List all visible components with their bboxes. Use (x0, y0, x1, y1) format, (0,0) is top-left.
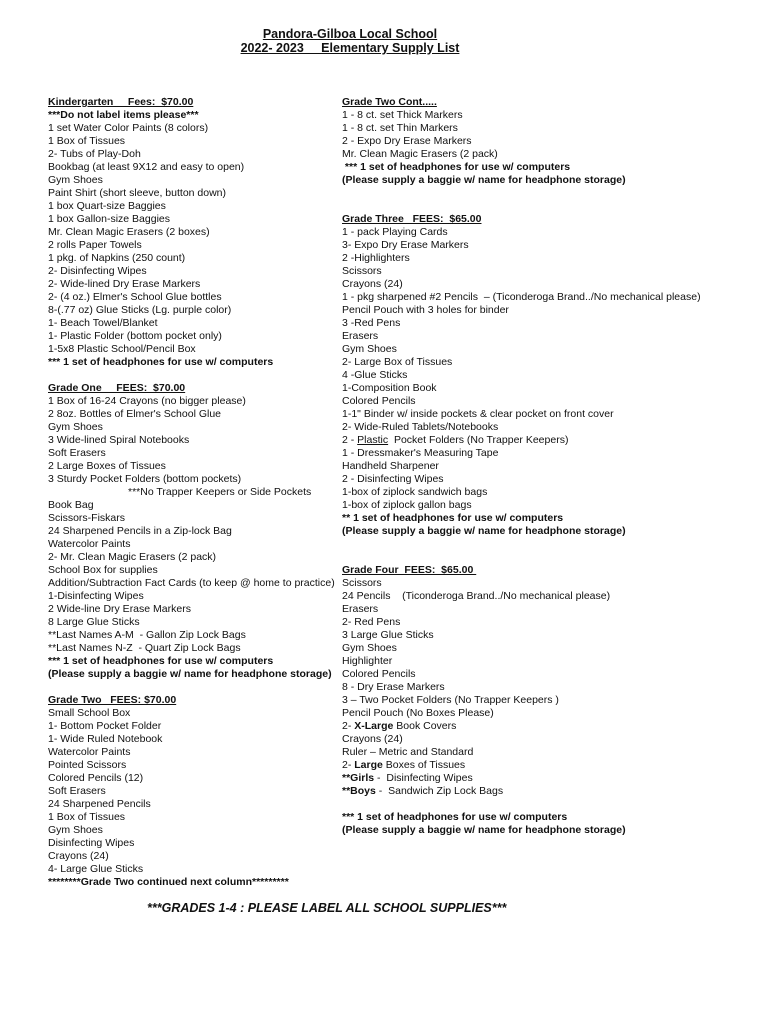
xlarge-bold: X-Large (354, 720, 394, 732)
list-item: 1- Wide Ruled Notebook (48, 733, 163, 745)
list-item: 1 pkg. of Napkins (250 count) (48, 252, 186, 264)
list-item: 2- (4 oz.) Elmer's School Glue bottles (48, 291, 222, 303)
grade-four-boys (342, 785, 742, 798)
list-item: 8-(.77 oz) Glue Sticks (Lg. purple color) (48, 304, 232, 316)
document-header (0, 27, 700, 55)
list-item: Erasers (342, 330, 379, 342)
footer-note: ***GRADES 1-4 : PLEASE LABEL ALL SCHOOL SUPPLIES*** (147, 901, 507, 915)
kindergarten-headphones: *** 1 set of headphones for use w/ computers (48, 356, 274, 368)
list-item: 1 - Dressmaker's Measuring Tape (342, 447, 499, 459)
list-item: Soft Erasers (48, 447, 106, 459)
list-item: 1 Box of Tissues (48, 135, 126, 147)
list-item: Gym Shoes (342, 642, 397, 654)
list-item: Crayons (24) (342, 278, 403, 290)
list-item: Ruler – Metric and Standard (342, 746, 474, 758)
list-item: 3- Expo Dry Erase Markers (342, 239, 469, 251)
list-item: 1 box Quart-size Baggies (48, 200, 166, 212)
grade-four-tissues (342, 759, 742, 772)
grade-three-list (342, 226, 742, 434)
list-item: 3 Sturdy Pocket Folders (bottom pockets) (48, 473, 242, 485)
list-item: 1 box Gallon-size Baggies (48, 213, 170, 225)
list-item: 2- Tubs of Play-Doh (48, 148, 141, 160)
large-suffix: Boxes of Tissues (382, 759, 466, 771)
kindergarten-list (48, 122, 338, 356)
list-item: 1- Beach Towel/Blanket (48, 317, 158, 329)
grade-two-cont-baggie-note: (Please supply a baggie w/ name for headphone storage) (342, 174, 626, 186)
xlarge-prefix: 2- (342, 720, 355, 732)
list-item: 24 Sharpened Pencils in a Zip-lock Bag (48, 525, 232, 537)
list-item: Bookbag (at least 9X12 and easy to open) (48, 161, 245, 173)
grade-one-trapper-note: ***No Trapper Keepers or Side Pockets (128, 486, 312, 498)
list-item: 1-box of ziplock gallon bags (342, 499, 472, 511)
boys-suffix: - Sandwich Zip Lock Bags (375, 785, 504, 797)
list-item: 1 - pkg sharpened #2 Pencils – (Ticonderoga Brand../No mechanical please) (342, 291, 701, 303)
list-item: Pointed Scissors (48, 759, 127, 771)
list-item: Scissors-Fiskars (48, 512, 126, 524)
list-item: 8 - Dry Erase Markers (342, 681, 445, 693)
list-item: School Box for supplies (48, 564, 158, 576)
grade-two-cont-list (342, 109, 742, 161)
list-title: 2022- 2023 Elementary Supply List (240, 41, 460, 55)
girls-bold: **Girls (342, 772, 375, 784)
plastic-word: Plastic (357, 434, 389, 446)
list-item: 1- Bottom Pocket Folder (48, 720, 162, 732)
list-item: **Last Names N-Z - Quart Zip Lock Bags (48, 642, 241, 654)
xlarge-suffix: Book Covers (393, 720, 457, 732)
grade-four-heading: Grade Four FEES: $65.00 (342, 564, 477, 576)
grade-two-continued-note: ********Grade Two continued next column********* (48, 876, 289, 888)
left-column (48, 96, 338, 889)
list-item: Paint Shirt (short sleeve, button down) (48, 187, 227, 199)
girls-suffix: - Disinfecting Wipes (374, 772, 473, 784)
list-item: 4 -Glue Sticks (342, 369, 408, 381)
list-item: 2- Wide-Ruled Tablets/Notebooks (342, 421, 499, 433)
list-item: Watercolor Paints (48, 746, 131, 758)
list-item: 24 Sharpened Pencils (48, 798, 151, 810)
list-item: 2- Mr. Clean Magic Erasers (2 pack) (48, 551, 217, 563)
list-item: Handheld Sharpener (342, 460, 439, 472)
list-item: Colored Pencils (342, 668, 416, 680)
grade-four-book-covers (342, 720, 742, 733)
list-item: 3 Large Glue Sticks (342, 629, 434, 641)
list-item: Highlighter (342, 655, 393, 667)
grade-one-baggie-note: (Please supply a baggie w/ name for headphone storage) (48, 668, 332, 680)
list-item: 4- Large Glue Sticks (48, 863, 144, 875)
list-item: 1 - pack Playing Cards (342, 226, 448, 238)
list-item: 1 - 8 ct. set Thin Markers (342, 122, 458, 134)
list-item: 1-Composition Book (342, 382, 437, 394)
list-item: 2- Disinfecting Wipes (48, 265, 147, 277)
kindergarten-note: ***Do not label items please*** (48, 109, 199, 121)
list-item: Pencil Pouch (No Boxes Please) (342, 707, 494, 719)
grade-one-list (48, 395, 338, 486)
large-bold: Large (354, 759, 383, 771)
list-item: Disinfecting Wipes (48, 837, 135, 849)
grade-four-headphones: *** 1 set of headphones for use w/ computers (342, 811, 568, 823)
list-item: 2 - Expo Dry Erase Markers (342, 135, 472, 147)
large-prefix: 2- (342, 759, 355, 771)
list-item: Gym Shoes (48, 174, 103, 186)
list-item: Crayons (24) (342, 733, 403, 745)
grade-four-baggie-note: (Please supply a baggie w/ name for headphone storage) (342, 824, 626, 836)
list-item: 3 – Two Pocket Folders (No Trapper Keepers ) (342, 694, 559, 706)
list-item: Mr. Clean Magic Erasers (2 boxes) (48, 226, 210, 238)
list-item: 8 Large Glue Sticks (48, 616, 140, 628)
grade-three-plastic-folders (342, 434, 742, 447)
grade-two-list (48, 707, 338, 876)
list-item: Gym Shoes (342, 343, 397, 355)
list-item: 2 rolls Paper Towels (48, 239, 142, 251)
list-item: 1 set Water Color Paints (8 colors) (48, 122, 209, 134)
list-item: Mr. Clean Magic Erasers (2 pack) (342, 148, 498, 160)
list-item: 1 Box of 16-24 Crayons (no bigger please) (48, 395, 246, 407)
grade-one-heading: Grade One FEES: $70.00 (48, 382, 186, 394)
grade-four-list-2 (342, 733, 742, 759)
grade-three-headphones: ** 1 set of headphones for use w/ computers (342, 512, 564, 524)
list-item: 2- Red Pens (342, 616, 401, 628)
list-item: 2 -Highlighters (342, 252, 410, 264)
list-item: Gym Shoes (48, 421, 103, 433)
plastic-suffix: Pocket Folders (No Trapper Keepers) (388, 434, 569, 446)
list-item: Watercolor Paints (48, 538, 131, 550)
list-item: Gym Shoes (48, 824, 103, 836)
kindergarten-heading: Kindergarten Fees: $70.00 (48, 96, 194, 108)
list-item: 24 Pencils (Ticonderoga Brand../No mechanical please) (342, 590, 611, 602)
boys-bold: **Boys (342, 785, 376, 797)
list-item: Small School Box (48, 707, 131, 719)
list-item: Colored Pencils (12) (48, 772, 144, 784)
right-column (342, 96, 742, 837)
grade-three-heading: Grade Three FEES: $65.00 (342, 213, 482, 225)
list-item: 2- Wide-lined Dry Erase Markers (48, 278, 201, 290)
list-item: 2 - Disinfecting Wipes (342, 473, 444, 485)
list-item: Crayons (24) (48, 850, 109, 862)
list-item: 1-1" Binder w/ inside pockets & clear pocket on front cover (342, 408, 614, 420)
list-item: 1-5x8 Plastic School/Pencil Box (48, 343, 196, 355)
list-item: Erasers (342, 603, 379, 615)
plastic-prefix: 2 - (342, 434, 358, 446)
list-item: Addition/Subtraction Fact Cards (to keep @ home to practice) (48, 577, 335, 589)
list-item: 2 8oz. Bottles of Elmer's School Glue (48, 408, 222, 420)
grade-two-cont-headphones: *** 1 set of headphones for use w/ computers (342, 161, 571, 173)
grade-one-headphones: *** 1 set of headphones for use w/ computers (48, 655, 274, 667)
grade-four-girls (342, 772, 742, 785)
list-item: 1 - 8 ct. set Thick Markers (342, 109, 463, 121)
grade-three-baggie-note: (Please supply a baggie w/ name for headphone storage) (342, 525, 626, 537)
grade-one-list-2 (48, 499, 338, 655)
list-item: Soft Erasers (48, 785, 106, 797)
grade-three-list-2 (342, 447, 742, 512)
list-item: 1 Box of Tissues (48, 811, 126, 823)
list-item: 2 Wide-line Dry Erase Markers (48, 603, 191, 615)
list-item: Scissors (342, 577, 382, 589)
list-item: Pencil Pouch with 3 holes for binder (342, 304, 509, 316)
list-item: 3 Wide-lined Spiral Notebooks (48, 434, 190, 446)
list-item: 1-box of ziplock sandwich bags (342, 486, 488, 498)
school-name: Pandora-Gilboa Local School (262, 27, 438, 41)
list-item: **Last Names A-M - Gallon Zip Lock Bags (48, 629, 246, 641)
list-item: Book Bag (48, 499, 94, 511)
list-item: 1- Plastic Folder (bottom pocket only) (48, 330, 222, 342)
grade-two-heading: Grade Two FEES: $70.00 (48, 694, 177, 706)
list-item: 1-Disinfecting Wipes (48, 590, 144, 602)
list-item: Colored Pencils (342, 395, 416, 407)
grade-two-cont-heading: Grade Two Cont..... (342, 96, 437, 108)
grade-four-list (342, 577, 742, 720)
list-item: 3 -Red Pens (342, 317, 401, 329)
list-item: 2 Large Boxes of Tissues (48, 460, 166, 472)
list-item: 2- Large Box of Tissues (342, 356, 453, 368)
list-item: Scissors (342, 265, 382, 277)
